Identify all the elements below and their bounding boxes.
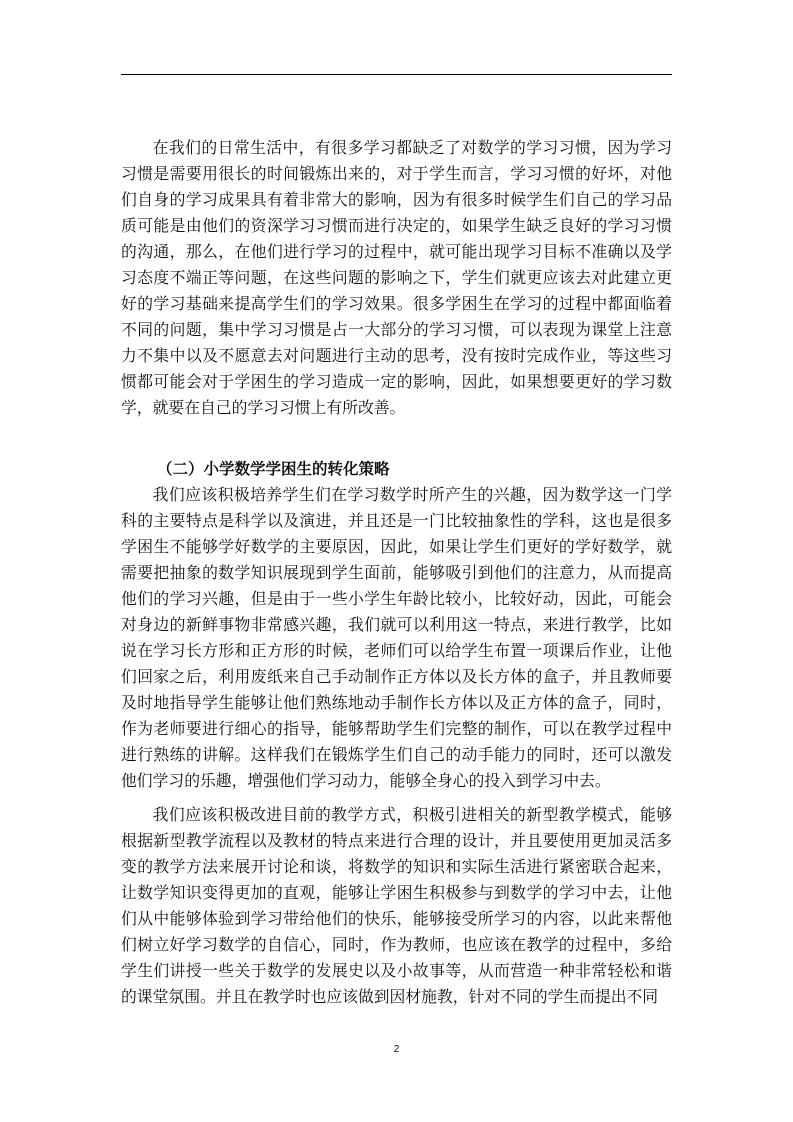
body-paragraph-3: 我们应该积极改进目前的教学方式，积极引进相关的新型教学模式，能够根据新型教学流程以及教材的特点来进行合理的设计，并且要使用更加灵活多变的教学方法来展开讨论和谈，将数学的知识和实际生活进行紧密联合起来，让数学知识变得更加的直观，能够让学困生积极参与到数学的学习中去，让他们从中能够体验到学习带给他们的快乐，能够接受所学习的内容，以此来帮他们树立好学习数学的自信心，同时，作为教师，也应该在教学的过程中，多给学生们讲授一些关于数学的发展史以及小故事等，从而营造一种非常轻松和谐的课堂氛围。并且在教学时也应该做到因材施教，针对不同的学生而提出不同 bbox=[121, 805, 672, 1006]
body-paragraph-2: 我们应该积极培养学生们在学习数学时所产生的兴趣，因为数学这一门学科的主要特点是科学以及演进，并且还是一门比较抽象性的学科，这也是很多学困生不能够学好数学的主要原因，因此，如果让学生们更好的学好数学，就需要把抽象的数学知识展现到学生面前，能够吸引到他们的注意力，从而提高他们的学习兴趣，但是由于一些小学生年龄比较小，比较好动，因此，可能会对身边的新鲜事物非常感兴趣，我们就可以利用这一特点，来进行教学，比如说在学习长方形和正方形的时候，老师们可以给学生布置一项课后作业，让他们回家之后，利用废纸来自己手动制作正方体以及长方体的盒子，并且教师要及时地指导学生能够让他们熟练地动手制作长方体以及正方体的盒子，同时，作为老师要进行细心的指导，能够帮助学生们完整的制作，可以在教学过程中进行熟练的讲解。这样我们在锻炼学生们自己的动手能力的同时，还可以激发他们学习的乐趣，增强他们学习动力，能够全身心的投入到学习中去。 bbox=[121, 485, 672, 790]
body-paragraph-1: 在我们的日常生活中，有很多学习都缺乏了对数学的学习习惯，因为学习习惯是需要用很长的时间锻炼出来的，对于学生而言，学习习惯的好坏，对他们自身的学习成果具有着非常大的影响，因为有很多时候学生们自己的学习品质可能是由他们的资深学习习惯而进行决定的，如果学生缺乏良好的学习习惯的沟通，那么，在他们进行学习的过程中，就可能出现学习目标不准确以及学习态度不端正等问题，在这些问题的影响之下，学生们就更应该去对此建立更好的学习基础来提高学生们的学习效果。很多学困生在学习的过程中都面临着不同的问题，集中学习习惯是占一大部分的学习习惯，可以表现为课堂上注意力不集中以及不愿意去对问题进行主动的思考，没有按时完成作业，等这些习惯都可能会对于学困生的学习造成一定的影响，因此，如果想要更好的学习数学，就要在自己的学习习惯上有所改善。 bbox=[121, 138, 672, 417]
header-rule bbox=[121, 74, 672, 75]
section-heading: （二）小学数学学困生的转化策略 bbox=[157, 459, 390, 478]
page-number: 2 bbox=[393, 1044, 400, 1055]
